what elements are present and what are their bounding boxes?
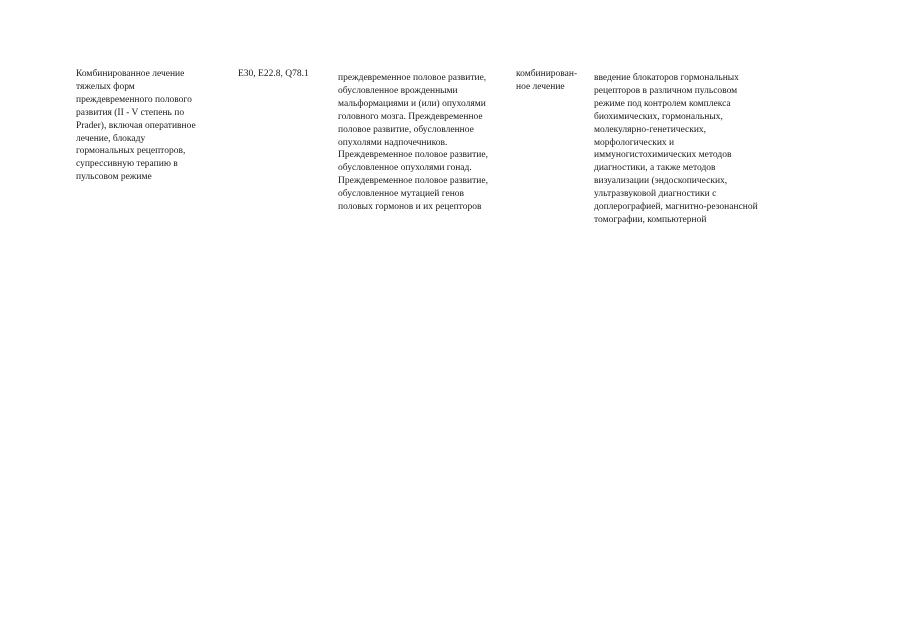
- patient-model-cell: преждевременное половое развитие, обусловленное врожденными мальформациями и (или) опухолями головного мозга. Преждевременное половое развитие, обусловленное опухолями надпочечников. Преждевременное половое развитие, обусловленное опухолями гонад. Преждевременное половое развитие, обусловленное мутацией генов половых гормонов и их рецепторов: [338, 73, 488, 213]
- treatment-name-cell: Комбинированное лечение тяжелых форм преждевременного полового развития (II - V степень по Prader), включая оперативное лечение, блокаду гормональных рецепторов, супрессивную терапию в пульсовом режиме: [76, 69, 196, 183]
- treatment-type-cell: комбинирован- ное лечение: [516, 69, 578, 92]
- icd-codes-cell: E30, E22.8, Q78.1: [238, 69, 309, 79]
- treatment-method-cell: введение блокаторов гормональных рецепторов в различном пульсовом режиме под контролем комплекса биохимических, гормональных, молекулярно-генетических, морфологических и иммуногистохимических методов диагностики, а также методов визуализации (эндоскопических, ультразвуковой диагностики с доплерографией, магнитно-резонансной томографии, компьютерной: [594, 73, 758, 225]
